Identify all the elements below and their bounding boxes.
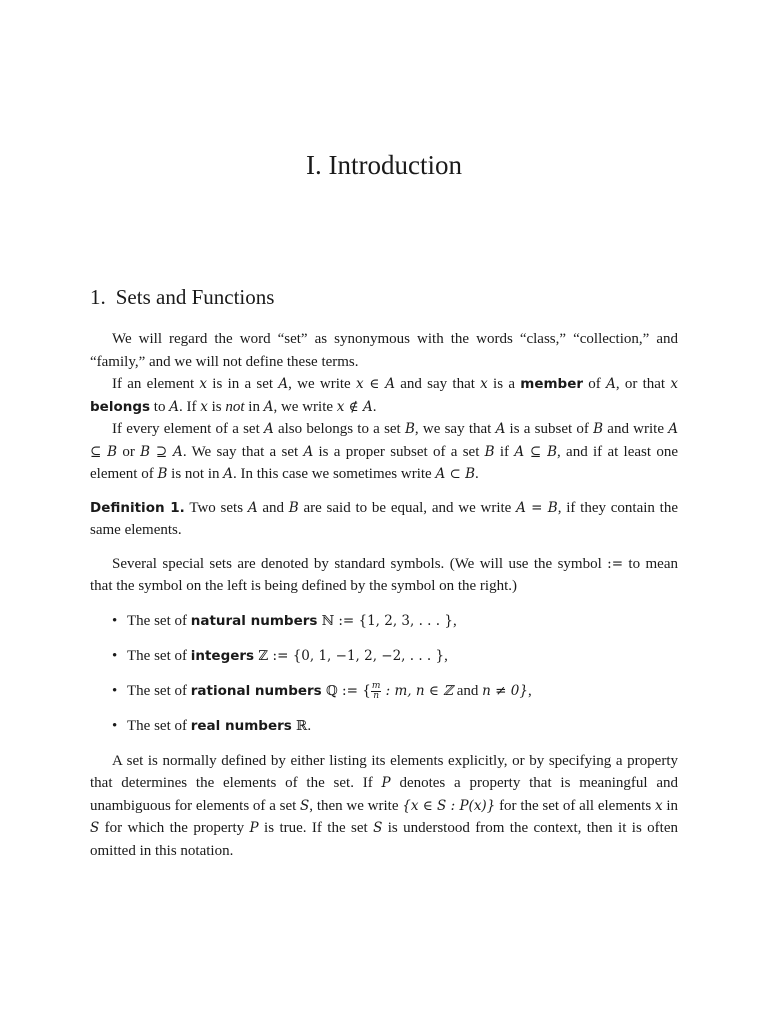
text: Several special sets are denoted by standard symbols. (We will use the symbol bbox=[112, 555, 608, 572]
text: of bbox=[583, 376, 607, 392]
math-var: B bbox=[404, 421, 415, 437]
text: If an element bbox=[112, 376, 200, 392]
text: . bbox=[372, 398, 377, 415]
math-var: A bbox=[495, 421, 506, 437]
text: If every element of a set bbox=[112, 421, 264, 437]
math-expr: A ⊂ B bbox=[435, 466, 476, 482]
paragraph-special-sets bbox=[90, 553, 678, 598]
math-expr: A = B bbox=[516, 499, 558, 516]
text: The set of bbox=[127, 682, 191, 699]
text: is a subset of bbox=[505, 421, 594, 437]
special-sets-list bbox=[90, 610, 678, 737]
text: , and if at least one element of bbox=[90, 443, 678, 482]
chapter-title: I. Introduction bbox=[306, 150, 462, 180]
math-var: B bbox=[593, 421, 604, 437]
fraction-denominator: n bbox=[373, 690, 379, 701]
text: is a proper subset of a set bbox=[313, 443, 485, 460]
math-expr: n ≠ 0} bbox=[482, 682, 528, 699]
math-expr: A ⊆ B bbox=[514, 443, 557, 460]
section-heading bbox=[90, 285, 274, 310]
text: to bbox=[150, 398, 170, 415]
definition-label: Definition 1. bbox=[90, 499, 185, 516]
section-title: Sets and Functions bbox=[115, 285, 275, 309]
math-var: B bbox=[484, 443, 495, 460]
text: The set of bbox=[127, 647, 191, 664]
definition-1 bbox=[90, 497, 678, 542]
text: is in a set bbox=[207, 376, 279, 392]
list-item bbox=[90, 645, 678, 667]
math-var: A bbox=[606, 376, 616, 392]
paragraph-subset bbox=[90, 418, 678, 486]
math-var: S bbox=[300, 797, 310, 814]
text: for which the property bbox=[99, 820, 250, 836]
math-var: A bbox=[264, 421, 274, 437]
text: is not in bbox=[167, 466, 224, 482]
text: , we write bbox=[288, 376, 356, 392]
text: to mean that the symbol on the left is being defined by the symbol on the right.) bbox=[90, 555, 678, 594]
term: natural numbers bbox=[190, 612, 318, 629]
math-expr: : m, n ∈ ℤ bbox=[381, 682, 453, 699]
term: real numbers bbox=[190, 717, 292, 734]
fraction-m-over-n bbox=[371, 682, 382, 701]
text: is bbox=[207, 398, 226, 415]
term-belongs: belongs bbox=[90, 398, 151, 415]
math-expr: ℕ := {1, 2, 3, . . . } bbox=[317, 612, 453, 629]
math-var: A bbox=[169, 398, 179, 415]
math-var: B bbox=[157, 466, 168, 482]
text: or bbox=[117, 443, 141, 460]
text: are said to be equal, and we write bbox=[298, 499, 517, 516]
fraction-numerator: m bbox=[371, 680, 381, 691]
math-expr: x ∉ A bbox=[336, 398, 373, 415]
text: , we write bbox=[273, 398, 337, 415]
math-expr: B ⊇ A bbox=[140, 443, 183, 460]
text: and bbox=[257, 499, 289, 516]
text: . In this case we sometimes write bbox=[233, 466, 436, 482]
text: is true. If the set bbox=[258, 820, 374, 836]
text: , or that bbox=[615, 376, 671, 392]
text: , we say that bbox=[414, 421, 496, 437]
math-var: x bbox=[670, 376, 678, 392]
text: and say that bbox=[394, 376, 481, 392]
text: The set of bbox=[127, 717, 191, 734]
math-var: A bbox=[247, 499, 258, 516]
paragraph-membership bbox=[90, 373, 678, 418]
math-expr: ℝ bbox=[291, 717, 308, 734]
emphasis-not: not bbox=[225, 398, 245, 415]
text: , bbox=[527, 682, 532, 699]
math-var: S bbox=[373, 820, 383, 836]
list-item bbox=[90, 715, 678, 737]
text: , bbox=[452, 612, 457, 629]
list-item bbox=[90, 610, 678, 632]
body-text bbox=[90, 328, 678, 862]
math-var: P bbox=[381, 775, 391, 791]
math-var: A bbox=[263, 398, 274, 415]
term: rational numbers bbox=[190, 682, 322, 699]
math-symbol: := bbox=[607, 555, 624, 572]
math-var: A bbox=[278, 376, 289, 392]
text: . bbox=[475, 466, 479, 482]
text: and write bbox=[603, 421, 669, 437]
math-var: x bbox=[654, 797, 663, 814]
term-member: member bbox=[520, 376, 584, 392]
math-var: A bbox=[223, 466, 233, 482]
text: , if they contain the same elements. bbox=[90, 499, 679, 538]
text: in bbox=[662, 797, 678, 814]
math-expr: ℤ := {0, 1, −1, 2, −2, . . . } bbox=[254, 647, 445, 664]
text: in bbox=[244, 398, 264, 415]
text: , bbox=[444, 647, 448, 664]
text: for the set of all elements bbox=[495, 797, 655, 814]
math-var: x bbox=[199, 376, 208, 392]
math-expr: ℚ := { bbox=[321, 682, 371, 699]
text: denotes a property that is meaningful and unambiguous for elements of a set bbox=[90, 775, 678, 814]
paragraph-set-builder bbox=[90, 750, 678, 863]
math-var: x bbox=[200, 398, 208, 415]
math-var: A bbox=[303, 443, 314, 460]
text: is understood from the context, then it is often omitted in this notation. bbox=[90, 820, 678, 859]
text: A set is normally defined by either listing its elements explicitly, or by specifying a property that determines the elements of the set. If bbox=[90, 752, 678, 791]
math-expr: A ⊆ B bbox=[90, 421, 678, 460]
text: and bbox=[453, 682, 483, 699]
math-var: S bbox=[90, 820, 100, 836]
text: The set of bbox=[127, 612, 191, 629]
math-var: x bbox=[480, 376, 488, 392]
term: integers bbox=[190, 647, 255, 664]
math-expr: x ∈ A bbox=[355, 376, 395, 392]
text: , then we write bbox=[309, 797, 403, 814]
text: . If bbox=[178, 398, 201, 415]
text: We will regard the word “set” as synonymous with the words “class,” “collection,” and “family,” and we will not define these terms. bbox=[90, 331, 678, 370]
section-number: 1. bbox=[90, 285, 106, 309]
paragraph-set-definition bbox=[90, 328, 678, 373]
text: if bbox=[494, 443, 515, 460]
text: also belongs to a set bbox=[273, 421, 405, 437]
text: . We say that a set bbox=[182, 443, 304, 460]
math-expr: {x ∈ S : P(x)} bbox=[402, 797, 496, 814]
math-var: P bbox=[249, 820, 259, 836]
text: Two sets bbox=[184, 499, 248, 516]
list-item bbox=[90, 680, 678, 702]
text: . bbox=[307, 717, 312, 734]
math-var: B bbox=[288, 499, 299, 516]
text: is a bbox=[487, 376, 521, 392]
